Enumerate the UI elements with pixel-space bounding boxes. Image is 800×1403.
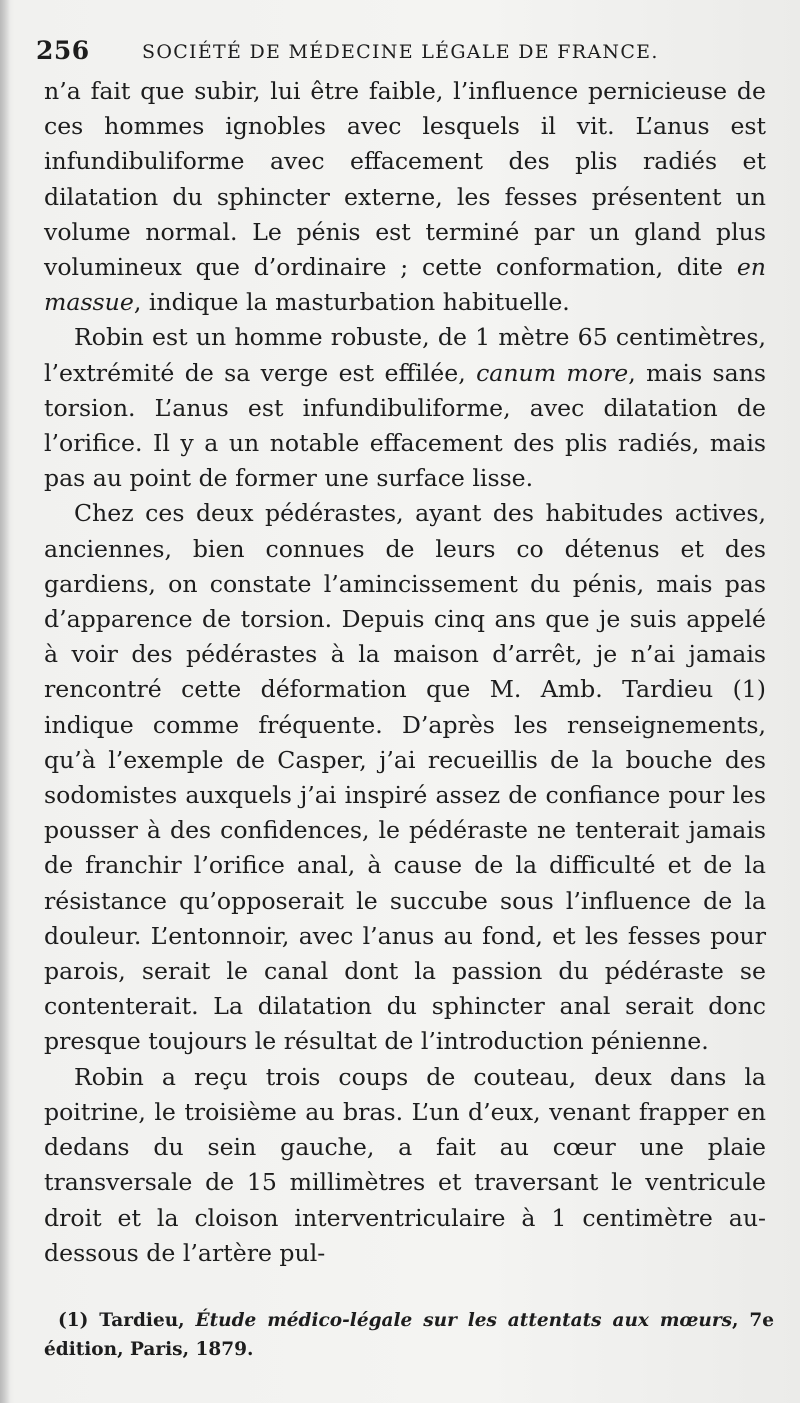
paragraph-1: [44, 74, 766, 320]
paragraph-2: [44, 320, 766, 496]
paragraph-3-text: Chez ces deux pédérastes, ayant des habitudes actives, anciennes, bien connues de leurs co détenus et des gardiens, on constate l’amincissement du pénis, mais pas d’apparence de torsion. Depuis cinq ans que je suis appelé à voir des pédérastes à la maison d’arrêt, je n’ai jamais rencontré cette déformation que M. Amb. Tardieu (1) indique comme fréquente. D’après les renseignements, qu’à l’exemple de Casper, j’ai recueillis de la bouche des sodomistes auxquels j’ai inspiré assez de confiance pour les pousser à des confidences, le pédéraste ne tenterait jamais de franchir l’orifice anal, à cause de la difficulté et de la résistance qu’opposerait le succube sous l’influence de la douleur. L’entonnoir, avec l’anus au fond, et les fesses pour parois, serait le canal dont la passion du pédéraste se contenterait. La dilatation du sphincter anal serait donc presque toujours le résultat de l’introduction pénienne.: [44, 499, 766, 1056]
paragraph-2-text-b: , mais sans torsion. L’anus est infundibuliforme, avec dilatation de l’orifice. Il y a un notable effacement des plis radiés, mais pas au point de former une surface lisse.: [44, 358, 766, 493]
body-text: [44, 74, 766, 1271]
paragraph-4: [44, 1060, 766, 1271]
paragraph-3: [44, 496, 766, 1059]
footnote-text-b: , 7e édition, Paris, 1879.: [44, 1310, 774, 1360]
paragraph-2-italic: canum more: [476, 358, 629, 387]
gutter-shadow: [0, 0, 10, 1403]
paragraph-4-text: Robin a reçu trois coups de couteau, deux dans la poitrine, le troisième au bras. L’un d’eux, venant frapper en dedans du sein gauche, a fait au cœur une plaie transversale de 15 millimètres et traversant le ventricule droit et la cloison interventriculaire à 1 centimètre au-dessous de l’artère pul-: [44, 1062, 766, 1267]
footnote: [44, 1306, 774, 1364]
paragraph-2-text-a: Robin est un homme robuste, de 1 mètre 65 centimètres, l’extrémité de sa verge est effilée,: [44, 323, 766, 387]
running-head: SOCIÉTÉ DE MÉDECINE LÉGALE DE FRANCE.: [142, 41, 659, 63]
footnote-italic-title: Étude médico-légale sur les attentats aux mœurs: [195, 1310, 733, 1331]
paragraph-1-italic: en massue: [44, 253, 766, 317]
footnote-text-a: (1) Tardieu,: [58, 1310, 196, 1331]
page-header: [36, 36, 766, 70]
paragraph-1-text-a: n’a fait que subir, lui être faible, l’influence pernicieuse de ces hommes ignobles avec lesquels il vit. L’anus est infundibuliforme avec effacement des plis radiés et dilatation du sphincter externe, les fesses présentent un volume normal. Le pénis est terminé par un gland plus volumineux que d’ordinaire ; cette conformation, dite: [44, 77, 766, 282]
paragraph-1-text-b: , indique la masturbation habituelle.: [133, 288, 570, 317]
page-number: 256: [36, 36, 90, 65]
